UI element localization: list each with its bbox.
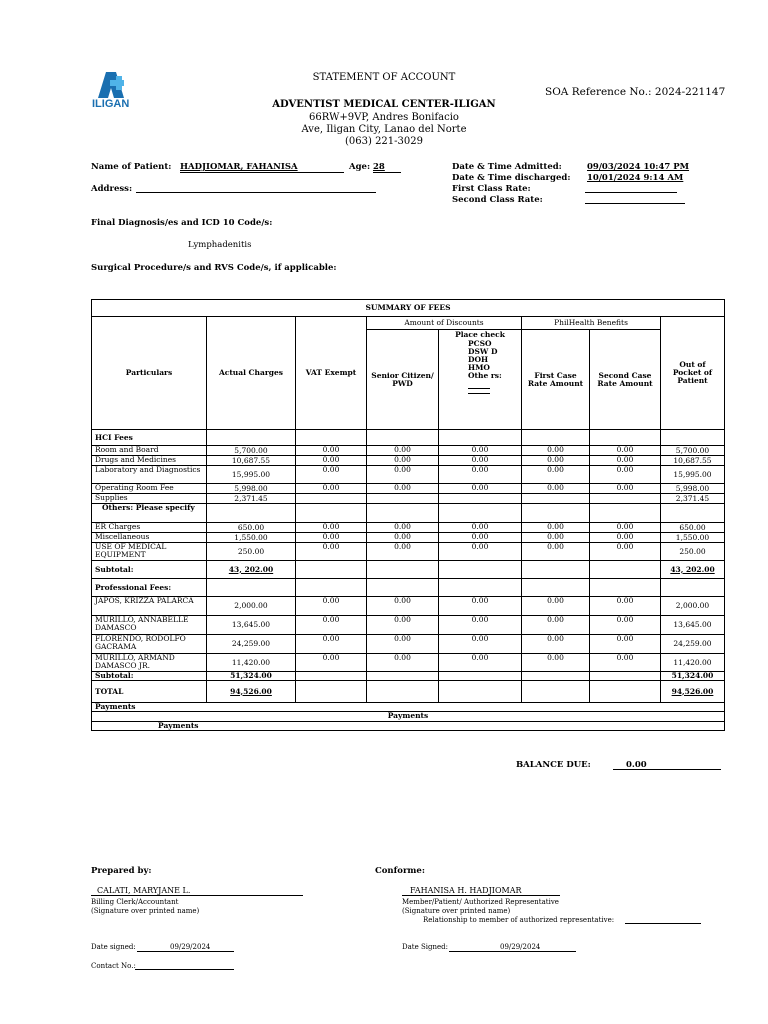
cell-second xyxy=(590,494,661,504)
cell-second: 0.00 xyxy=(590,456,661,466)
other-fee-row xyxy=(92,533,725,543)
cell-place: 0.00 xyxy=(439,484,522,494)
document-title: STATEMENT OF ACCOUNT xyxy=(312,72,456,83)
col-out-of-pocket: Out of Pocket of Patient xyxy=(661,317,725,430)
cell-name: USE OF MEDICAL EQUIPMENT xyxy=(92,543,207,561)
first-class-rate-label: First Class Rate: xyxy=(452,184,531,194)
hci-fee-row xyxy=(92,466,725,484)
others-label: Others: Please specify xyxy=(92,504,207,523)
cell-oop: 13,645.00 xyxy=(661,616,725,635)
discharged-label: Date & Time discharged: xyxy=(452,173,571,183)
cell-oop: 2,371.45 xyxy=(661,494,725,504)
patient-age-value: 28 xyxy=(373,162,385,172)
cell-first: 0.00 xyxy=(522,456,590,466)
cell-place: 0.00 xyxy=(439,654,522,672)
cell-place: 0.00 xyxy=(439,523,522,533)
cell-senior: 0.00 xyxy=(367,597,439,616)
total-label: TOTAL xyxy=(92,681,207,703)
cell-oop: 5,998.00 xyxy=(661,484,725,494)
professional-fees-label: Professional Fees: xyxy=(92,579,207,597)
cell-oop: 250.00 xyxy=(661,543,725,561)
other-fee-row xyxy=(92,523,725,533)
total-oop: 94,526.00 xyxy=(661,681,725,703)
col-place-check xyxy=(439,330,522,430)
cell-second: 0.00 xyxy=(590,635,661,654)
patient-name-value: HADJIOMAR, FAHANISA xyxy=(180,162,298,172)
cell-second: 0.00 xyxy=(590,654,661,672)
cell-vat: 0.00 xyxy=(296,597,367,616)
professional-fee-row xyxy=(92,597,725,616)
place-check-doh: DOH xyxy=(468,355,489,364)
place-check-label: Place check xyxy=(455,330,505,339)
cell-actual: 10,687.55 xyxy=(207,456,296,466)
cell-name: Supplies xyxy=(92,494,207,504)
address-label: Address: xyxy=(91,184,133,194)
cell-first: 0.00 xyxy=(522,654,590,672)
payments-row-2: Payments xyxy=(92,712,725,722)
professional-fee-row xyxy=(92,635,725,654)
cell-oop: 15,995.00 xyxy=(661,466,725,484)
place-check-hmo: HMO xyxy=(468,363,490,372)
cell-second: 0.00 xyxy=(590,597,661,616)
cell-first: 0.00 xyxy=(522,484,590,494)
cell-place: 0.00 xyxy=(439,543,522,561)
cell-senior: 0.00 xyxy=(367,484,439,494)
admitted-value: 09/03/2024 10:47 PM xyxy=(587,162,690,172)
cell-first: 0.00 xyxy=(522,446,590,456)
cell-place: 0.00 xyxy=(439,533,522,543)
cell-actual: 1,550.00 xyxy=(207,533,296,543)
cell-vat: 0.00 xyxy=(296,635,367,654)
subtotal-actual: 43, 202.00 xyxy=(207,561,296,579)
cell-oop: 650.00 xyxy=(661,523,725,533)
subtotal-oop: 43, 202.00 xyxy=(661,561,725,579)
cell-actual: 13,645.00 xyxy=(207,616,296,635)
cell-second: 0.00 xyxy=(590,484,661,494)
balance-due-value: 0.00 xyxy=(626,760,647,770)
cell-vat: 0.00 xyxy=(296,543,367,561)
cell-vat: 0.00 xyxy=(296,533,367,543)
discharged-value: 10/01/2024 9:14 AM xyxy=(587,173,684,183)
pro-subtotal-oop: 51,324.00 xyxy=(661,672,725,681)
cell-first: 0.00 xyxy=(522,616,590,635)
cell-vat: 0.00 xyxy=(296,616,367,635)
cell-senior: 0.00 xyxy=(367,466,439,484)
cell-actual: 650.00 xyxy=(207,523,296,533)
surgical-procedure-label: Surgical Procedure/s and RVS Code/s, if applicable: xyxy=(91,263,337,273)
col-amount-of-discounts: Amount of Discounts xyxy=(367,317,522,330)
cell-second: 0.00 xyxy=(590,543,661,561)
cell-senior: 0.00 xyxy=(367,635,439,654)
cell-vat: 0.00 xyxy=(296,456,367,466)
hospital-address-2: Ave, Iligan City, Lanao del Norte xyxy=(301,124,467,135)
cell-vat: 0.00 xyxy=(296,484,367,494)
patient-name-label: Name of Patient: xyxy=(91,162,172,172)
cell-name: JAPOS, KRIZZA PALARCA xyxy=(92,597,207,616)
payments-row-1: Payments xyxy=(92,703,725,712)
hci-fee-row xyxy=(92,484,725,494)
prepared-by-signature-note: (Signature over printed name) xyxy=(91,907,200,915)
cell-place: 0.00 xyxy=(439,635,522,654)
professional-fee-row xyxy=(92,616,725,635)
cell-name: Laboratory and Diagnostics xyxy=(92,466,207,484)
subtotal-label: Subtotal: xyxy=(92,561,207,579)
cell-first: 0.00 xyxy=(522,543,590,561)
conforme-signature-note: (Signature over printed name) xyxy=(402,907,511,915)
cell-first: 0.00 xyxy=(522,597,590,616)
cell-name: FLORENDO, RODOLFO GACRAMA xyxy=(92,635,207,654)
cell-place: 0.00 xyxy=(439,616,522,635)
cell-vat: 0.00 xyxy=(296,654,367,672)
logo-text: ILIGAN xyxy=(92,98,130,110)
cell-actual: 5,700.00 xyxy=(207,446,296,456)
cell-vat: 0.00 xyxy=(296,446,367,456)
prepared-by-name: CALATI, MARYJANE L. xyxy=(97,886,191,895)
payments-row-3: Payments xyxy=(92,722,725,731)
diagnosis-value: Lymphadenitis xyxy=(188,240,252,250)
cell-second: 0.00 xyxy=(590,616,661,635)
cell-senior: 0.00 xyxy=(367,446,439,456)
pro-subtotal-label: Subtotal: xyxy=(92,672,207,681)
cell-oop: 5,700.00 xyxy=(661,446,725,456)
conforme-role: Member/Patient/ Authorized Representative xyxy=(402,898,559,906)
cell-place: 0.00 xyxy=(439,597,522,616)
hospital-phone: (063) 221-3029 xyxy=(345,136,423,147)
cell-actual: 15,995.00 xyxy=(207,466,296,484)
hci-fees-label: HCI Fees xyxy=(92,430,207,446)
cell-senior: 0.00 xyxy=(367,533,439,543)
other-fee-row xyxy=(92,543,725,561)
hospital-name: ADVENTIST MEDICAL CENTER-ILIGAN xyxy=(272,99,496,110)
contact-no-label: Contact No.: xyxy=(91,962,136,970)
cell-second: 0.00 xyxy=(590,533,661,543)
prepared-date-value: 09/29/2024 xyxy=(170,943,211,951)
summary-header: SUMMARY OF FEES xyxy=(92,300,725,317)
cell-actual: 11,420.00 xyxy=(207,654,296,672)
cell-actual: 250.00 xyxy=(207,543,296,561)
pro-subtotal-actual: 51,324.00 xyxy=(207,672,296,681)
second-class-rate-label: Second Class Rate: xyxy=(452,195,543,205)
cell-first: 0.00 xyxy=(522,635,590,654)
cell-first: 0.00 xyxy=(522,466,590,484)
hci-fee-row xyxy=(92,494,725,504)
col-particulars: Particulars xyxy=(92,317,207,430)
cell-name: MURILLO, ARMAND DAMASCO JR. xyxy=(92,654,207,672)
cell-oop: 24,259.00 xyxy=(661,635,725,654)
conforme-name: FAHANISA H. HADJIOMAR xyxy=(410,886,522,895)
balance-due-label: BALANCE DUE: xyxy=(516,760,591,770)
cell-first: 0.00 xyxy=(522,523,590,533)
cell-oop: 11,420.00 xyxy=(661,654,725,672)
cell-senior: 0.00 xyxy=(367,543,439,561)
conforme-label: Conforme: xyxy=(375,866,425,876)
col-second-case-rate: Second Case Rate Amount xyxy=(590,330,661,430)
col-philhealth-benefits: PhilHealth Benefits xyxy=(522,317,661,330)
professional-fee-row xyxy=(92,654,725,672)
cell-senior: 0.00 xyxy=(367,654,439,672)
cell-senior: 0.00 xyxy=(367,456,439,466)
summary-of-fees-table xyxy=(91,299,725,731)
cell-first: 0.00 xyxy=(522,533,590,543)
col-first-case-rate: First Case Rate Amount xyxy=(522,330,590,430)
cell-vat xyxy=(296,494,367,504)
cell-actual: 24,259.00 xyxy=(207,635,296,654)
soa-reference: SOA Reference No.: 2024-221147 xyxy=(545,86,726,98)
cell-place: 0.00 xyxy=(439,466,522,484)
cell-place xyxy=(439,494,522,504)
cell-senior: 0.00 xyxy=(367,616,439,635)
hci-fee-row xyxy=(92,456,725,466)
total-actual: 94,526.00 xyxy=(207,681,296,703)
cell-vat: 0.00 xyxy=(296,466,367,484)
cell-name: Operating Room Fee xyxy=(92,484,207,494)
place-check-dswd: DSW D xyxy=(468,347,498,356)
cell-oop: 1,550.00 xyxy=(661,533,725,543)
cell-actual: 2,371.45 xyxy=(207,494,296,504)
cell-actual: 2,000.00 xyxy=(207,597,296,616)
col-vat-exempt: VAT Exempt xyxy=(296,317,367,430)
col-actual-charges: Actual Charges xyxy=(207,317,296,430)
place-check-pcso: PCSO xyxy=(468,339,492,348)
cell-name: Drugs and Medicines xyxy=(92,456,207,466)
cell-second: 0.00 xyxy=(590,466,661,484)
hospital-address-1: 66RW+9VP, Andres Bonifacio xyxy=(309,112,459,123)
cell-name: ER Charges xyxy=(92,523,207,533)
prepared-by-label: Prepared by: xyxy=(91,866,152,876)
prepared-date-label: Date signed: xyxy=(91,943,136,951)
conforme-date-label: Date Signed: xyxy=(402,943,448,951)
cell-place: 0.00 xyxy=(439,456,522,466)
relationship-label: Relationship to member of authorized representative: xyxy=(423,916,615,924)
cell-first xyxy=(522,494,590,504)
cell-senior: 0.00 xyxy=(367,523,439,533)
patient-age-label: Age: xyxy=(349,162,371,172)
cell-name: Room and Board xyxy=(92,446,207,456)
prepared-by-role: Billing Clerk/Accountant xyxy=(91,898,179,906)
cell-oop: 10,687.55 xyxy=(661,456,725,466)
col-senior-pwd: Senior Citizen/ PWD xyxy=(367,330,439,430)
cell-name: MURILLO, ANNABELLE DAMASCO xyxy=(92,616,207,635)
diagnosis-label: Final Diagnosis/es and ICD 10 Code/s: xyxy=(91,218,273,228)
cell-vat: 0.00 xyxy=(296,523,367,533)
cell-second: 0.00 xyxy=(590,523,661,533)
place-check-others: Othe rs: xyxy=(468,371,502,380)
cell-senior xyxy=(367,494,439,504)
conforme-date-value: 09/29/2024 xyxy=(500,943,541,951)
cell-actual: 5,998.00 xyxy=(207,484,296,494)
cell-name: Miscellaneous xyxy=(92,533,207,543)
admitted-label: Date & Time Admitted: xyxy=(452,162,562,172)
cell-second: 0.00 xyxy=(590,446,661,456)
cell-place: 0.00 xyxy=(439,446,522,456)
hci-fee-row xyxy=(92,446,725,456)
cell-oop: 2,000.00 xyxy=(661,597,725,616)
